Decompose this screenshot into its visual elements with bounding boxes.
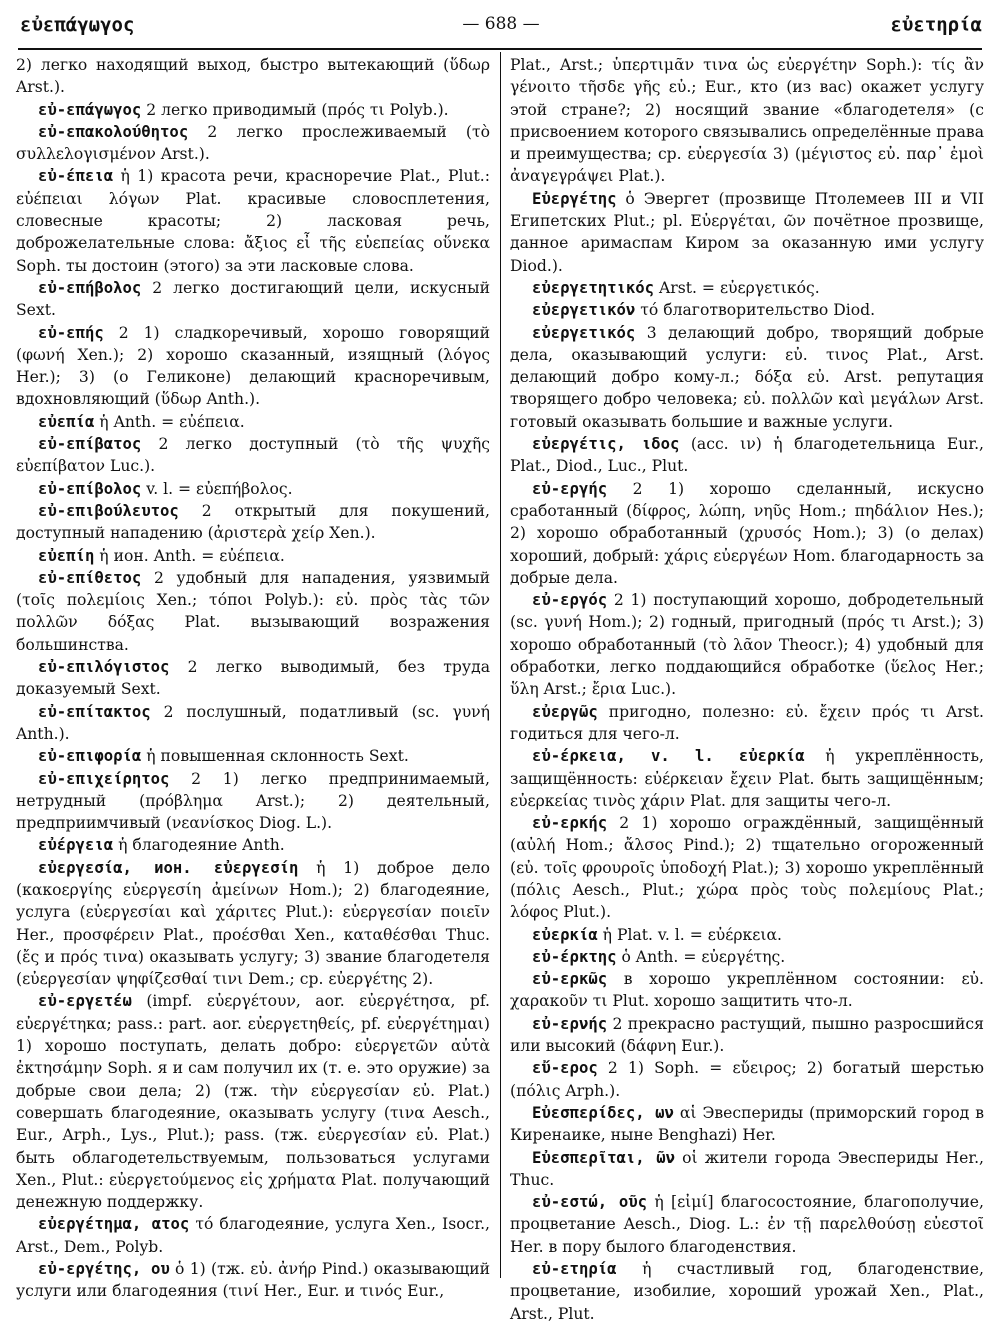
dictionary-entry bbox=[16, 433, 490, 478]
entry-definition: 2 легко приводимый (πρός τι Polyb.). bbox=[141, 100, 449, 119]
entry-definition: 2 легко доступный (τὸ τῆς ψυχῆς εὐεπίβατον Luc.). bbox=[16, 435, 490, 476]
entry-headword: εὐ-ερκῶς bbox=[532, 970, 608, 989]
entry-definition: ἡ 1) красота речи, красноречие Plat., Plut.: εὐέπειαι λόγων Plat. красивые словосплетения, словесные красоты; 2) ласковая речь, доброжелательные слова: ἄξιος εἶ τῆς εὐεπείας οὕνεκα Soph. ты достоин (этого) за эти ласковые слова. bbox=[16, 167, 490, 275]
entry-definition: 2 удобный для нападения, уязвимый (τοῖς πολεμίοις Xen.; τόποι Polyb.): εὐ. πρὸς τὰς τῶν πολλῶν δόξας Plat. вызывающий возражения большинства. bbox=[16, 568, 490, 654]
entry-definition: Plat., Arst.; ὑπερτιμᾶν τινα ὡς εὐεργέτην Soph.): τίς ἂν γένοιτο τῆσδε γῆς εὐ.; Eur., кто (из вас) окажет услугу этой стране?; 2) носящий звание «благодетеля» (с присвоением которого связывались определённые права и преимущества; ср. εὐεργεσία 3) (μέγιστος εὐ. παρ᾽ ἐμοὶ ἀναγεγράψει Plat.). bbox=[510, 56, 984, 186]
entry-headword: εὐ-επίτακτος bbox=[38, 702, 151, 721]
dictionary-entry bbox=[510, 701, 984, 746]
entry-definition: 3 делающий добро, творящий добрые дела, оказывающий услуги: εὐ. τινος Plat., Arst. делающий добро кому-л.; δόξα εὐ. Arst. репутация творящего добро человека; εὐ. πολλῶν καὶ μεγάλων Arst. готовый оказывать большие и важные услуги. bbox=[510, 323, 984, 431]
entry-headword: εὐ-επιβούλευτος bbox=[38, 501, 179, 520]
dictionary-entry bbox=[16, 857, 490, 991]
entry-headword: εὐ-επακολούθητος bbox=[38, 122, 189, 141]
dictionary-entry bbox=[16, 411, 490, 433]
entry-headword: Εὐεργέτης bbox=[532, 189, 617, 208]
entry-headword: εὐέργεια bbox=[38, 836, 114, 855]
entry-definition: ἡ счастливый год, благоденствие, процветание, изобилие, хороший урожай Xen., Plat., Arst., Plut. bbox=[510, 1260, 984, 1323]
dictionary-entry bbox=[510, 299, 984, 321]
entry-headword: εὐ-επιφορία bbox=[38, 747, 142, 766]
entry-definition: 2 легко прослеживаемый (τὸ συλλελογισμένον Arst.). bbox=[16, 122, 490, 164]
dictionary-entry bbox=[16, 478, 490, 500]
entry-definition: ἡ благодеяние Anth. bbox=[113, 836, 285, 855]
page-header bbox=[20, 14, 982, 40]
dictionary-entry bbox=[16, 54, 490, 99]
entry-headword: εὐεργῶς bbox=[532, 702, 598, 721]
entry-headword: εὐ-εργός bbox=[532, 591, 608, 610]
dictionary-entry bbox=[16, 1213, 490, 1258]
entry-headword: εὐεργεσία, ион. εὐεργεσίη bbox=[38, 858, 299, 877]
entry-definition: пригодно, полезно: εὐ. ἔχειν πρός τι Arst. годиться для чего-л. bbox=[510, 702, 984, 743]
dictionary-entry bbox=[510, 589, 984, 700]
entry-definition: 2 открытый для покушений, доступный нападению (ἀριστερὰ χείρ Xen.). bbox=[16, 501, 490, 543]
entry-definition: ἡ Anth. = εὐέπεια. bbox=[94, 412, 245, 431]
entry-headword: εὐ-ερνής bbox=[532, 1014, 608, 1033]
header-left-word: εὐεπάγωγος bbox=[20, 14, 135, 36]
entry-definition: ἡ [εἰμί] благосостояние, благополучие, процветание Aesch., Diog. L.: ἐν τῇ παρελθούσῃ εὐεστοῖ Her. в пору былого благоденствия. bbox=[510, 1193, 984, 1256]
entry-definition: 2 1) поступающий хорошо, добродетельный (sc. γυνή Hom.); 2) годный, пригодный (πρός τι Arst.); 3) хорошо обработанный (τὸ λᾶον Theocr.); 4) удобный для обработки, легко поддающийся обработке (ὕελος Her.; ὕλη Arst.; ἔρια Luc.). bbox=[510, 591, 984, 699]
dictionary-entry bbox=[16, 545, 490, 567]
dictionary-entry bbox=[16, 834, 490, 856]
entry-headword: εὐ-επίβατος bbox=[38, 435, 142, 454]
entry-headword: εὐ-έπεια bbox=[38, 167, 114, 186]
dictionary-entry bbox=[510, 54, 984, 188]
header-right-word: εὐετηρία bbox=[890, 14, 982, 36]
dictionary-entry bbox=[16, 990, 490, 1213]
dictionary-entry bbox=[16, 165, 490, 276]
entry-definition: ἡ 1) доброе дело (κακοεργίης εὐεργεσίη ἀμείνων Hom.); 2) благодеяние, услуга (εὐεργεσίαι καὶ χάριτες Plut.): εὐεργεσίαν ποιεῖν Her., προσφέρειν Plat., προέσθαι Xen., καταθέσθαι Thuc. (ἔς и πρός τινα) оказывать услугу; 3) звание благодетеля (εὐεργεσίαν ψηφίζεσθαί τινι Dem.; ср. εὐεργέτης 2). bbox=[16, 858, 490, 989]
header-rule bbox=[18, 48, 982, 50]
entry-definition: 2 1) сладкоречивый, хорошо говорящий (φωνή Xen.); 2) хорошо сказанный, изящный (λόγος Her.); 3) (о Геликоне) делающий красноречивым, вдохновляющий (ὕδωρ Anth.). bbox=[16, 323, 490, 409]
column-divider bbox=[500, 52, 501, 1278]
entry-definition: v. l. = εὐεπήβολος. bbox=[141, 479, 293, 498]
entry-headword: εὐ-έρκεια, v. l. εὐερκία bbox=[532, 747, 805, 766]
dictionary-entry bbox=[16, 121, 490, 166]
dictionary-entry bbox=[510, 478, 984, 589]
entry-definition: Arst. = εὐεργετικός. bbox=[654, 278, 820, 297]
entry-headword: Εὐεσπερίδες, ων bbox=[532, 1103, 674, 1122]
dictionary-entry bbox=[510, 1102, 984, 1147]
dictionary-entry bbox=[510, 968, 984, 1013]
entry-definition: ἡ Plat. v. l. = εὐέρκεια. bbox=[597, 925, 782, 944]
entry-definition: 2 1) легко предпринимаемый, нетрудный (πρόβλημα Arst.); 2) деятельный, предприимчивый (νεανίσκος Diog. L.). bbox=[16, 769, 490, 833]
dictionary-entry bbox=[510, 1057, 984, 1102]
entry-definition: 2 легко выводимый, без труда доказуемый Sext. bbox=[16, 658, 490, 699]
entry-headword: εὐ-επάγωγος bbox=[38, 100, 142, 119]
dictionary-entry bbox=[510, 1147, 984, 1192]
entry-headword: εὐ-επιλόγιστος bbox=[38, 658, 170, 677]
entry-headword: Εὐεσπερῖται, ῶν bbox=[532, 1148, 675, 1167]
entry-headword: εὐεργέτημα, ατος bbox=[38, 1215, 190, 1234]
entry-headword: εὐεργετητικός bbox=[532, 278, 655, 297]
dictionary-entry bbox=[16, 701, 490, 746]
dictionary-entry bbox=[510, 924, 984, 946]
entry-headword: εὐ-εστώ, οῦς bbox=[532, 1193, 648, 1212]
entry-headword: εὐ-επήβολος bbox=[38, 278, 142, 297]
entry-definition: 2 1) хорошо ограждённый, защищённый (αὐλή Hom.; ἄλσος Pind.); 2) тщательно огороженный (εὐ. τοῖς φρουροῖς ὑποδοχή Plat.); 3) хорошо укреплённый (πόλις Aesch., Plut.; χώρα πρὸς τοὺς πολεμίους Plat.; λόφος Plut.). bbox=[510, 814, 984, 922]
dictionary-entry bbox=[510, 1013, 984, 1058]
dictionary-entry bbox=[510, 946, 984, 968]
page-number: — 688 — bbox=[462, 14, 540, 34]
entry-definition: 2 легко достигающий цели, искусный Sext. bbox=[16, 278, 490, 320]
dictionary-entry bbox=[16, 1258, 490, 1303]
entry-definition: ἡ повышенная склонность Sext. bbox=[141, 747, 409, 766]
entry-definition: 2) легко находящий выход, быстро вытекающий (ὕδωρ Arst.). bbox=[16, 56, 490, 97]
left-column bbox=[16, 54, 490, 1303]
entry-definition: ὁ 1) (тж. εὐ. ἀνήρ Pind.) оказывающий услуги или благодеяния (τινί Her., Eur. и τινός Eur., bbox=[16, 1260, 491, 1301]
entry-headword: εὐ-ερκής bbox=[532, 814, 608, 833]
entry-definition: ἡ укреплённость, защищённость: εὐέρκειαν ἔχειν Plat. быть защищённым; εὐερκείας τινὸς χάριν Plat. для защиты чего-л. bbox=[510, 747, 984, 810]
entry-definition: ὁ Эвергет (прозвище Птолемеев III и VII Египетских Plut.; pl. Εὐεργέται, ῶν почётное прозвище, данное аримаспам Киром за оказанную ими услугу Diod.). bbox=[510, 189, 984, 275]
entry-headword: εὐ-εργής bbox=[532, 479, 608, 498]
entry-definition: 2 прекрасно растущий, пышно разросшийся или высокий (δάφνη Eur.). bbox=[510, 1014, 984, 1056]
entry-definition: τό благотворительство Diod. bbox=[635, 301, 876, 320]
dictionary-entry bbox=[16, 745, 490, 767]
dictionary-entry bbox=[16, 768, 490, 835]
entry-headword: εὐεπίη bbox=[38, 546, 95, 565]
entry-headword: εὐ-επίθετος bbox=[38, 568, 142, 587]
entry-headword: εὐεργετικόν bbox=[532, 301, 636, 320]
dictionary-entry bbox=[510, 277, 984, 299]
entry-headword: εὐ-εργετέω bbox=[38, 992, 132, 1011]
entry-headword: εὐερκία bbox=[532, 925, 598, 944]
entry-definition: ἡ ион. Anth. = εὐέπεια. bbox=[94, 546, 285, 565]
entry-definition: αἱ Эвеспериды (приморский город в Киренаике, ныне Benghazi) Her. bbox=[510, 1103, 985, 1145]
entry-headword: εὐ-επίβολος bbox=[38, 479, 142, 498]
dictionary-entry bbox=[510, 745, 984, 812]
right-column bbox=[510, 54, 984, 1325]
dictionary-entry bbox=[510, 812, 984, 923]
entry-headword: εὐ-επής bbox=[38, 323, 104, 342]
entry-headword: εὐ-ετηρία bbox=[532, 1260, 617, 1279]
entry-definition: 2 1) хорошо сделанный, искусно сработанный (δίφρος, λώπη, νηῦς Hom.; πηδάλιον Hes.); 2) хорошо обработанный (χρυσός Hom.); 3) (о делах) хороший, добрый: χάρις εὐεργέων Hom. благодарность за добрые дела. bbox=[510, 479, 984, 587]
dictionary-entry bbox=[510, 188, 984, 277]
entry-headword: εὐ-επιχείρητος bbox=[38, 769, 170, 788]
entry-headword: εὐεργέτις, ιδος bbox=[532, 435, 680, 454]
dictionary-entry bbox=[510, 322, 984, 433]
dictionary-entry bbox=[510, 433, 984, 478]
entry-definition: (impf. εὐεργέτουν, aor. εὐεργέτησα, pf. εὐεργέτηκα; pass.: part. aor. εὐεργετηθείς, pf. εὐεργέτημαι) 1) хорошо поступать, делать добро: εὐεργετῶν αὐτὰ ἐκτησάμην Soph. я и сам получил их (т. е. это оружие) за добрые свои дела; 2) (тж. τὴν εὐεργεσίαν εὐ. Plat.) совершать благодеяние, оказывать услугу (τινα Aesch., Eur., Arph., Lys., Plut.); pass. (тж. εὐεργεσίαν εὐ. Plat.) быть облагодетельствуемым, пользоваться услугами Xen., Plut.: εὐεργετούμενος εἰς χρήματα Plat. получающий денежную поддержку. bbox=[16, 992, 490, 1212]
dictionary-entry bbox=[510, 1191, 984, 1258]
entry-definition: 2 послушный, податливый (sc. γυνή Anth.). bbox=[16, 702, 490, 743]
entry-headword: εὐεργετικός bbox=[532, 323, 636, 342]
dictionary-entry bbox=[16, 567, 490, 656]
entry-headword: εὐεπία bbox=[38, 412, 95, 431]
page-number-wrap bbox=[20, 14, 982, 34]
dictionary-entry bbox=[16, 500, 490, 545]
entry-definition: τό благодеяние, услуга Xen., Isocr., Arst., Dem., Polyb. bbox=[16, 1215, 490, 1256]
entry-definition: в хорошо укреплённом состоянии: εὐ. χαρακοῦν τι Plut. хорошо защитить что-л. bbox=[510, 970, 984, 1011]
dictionary-entry bbox=[16, 322, 490, 411]
dictionary-entry bbox=[16, 656, 490, 701]
entry-definition: οἱ жители города Эвеспериды Her., Thuc. bbox=[510, 1148, 985, 1189]
dictionary-entry bbox=[16, 99, 490, 121]
entry-headword: εὐ-έρκτης bbox=[532, 947, 617, 966]
entry-headword: εὐ-εργέτης, ου bbox=[38, 1260, 170, 1279]
entry-headword: εὔ-ερος bbox=[532, 1059, 598, 1078]
entry-definition: (acc. ιν) ἡ благодетельница Eur., Plat., Diod., Luc., Plut. bbox=[510, 435, 985, 476]
dictionary-entry bbox=[16, 277, 490, 322]
dictionary-entry bbox=[510, 1258, 984, 1325]
entry-definition: 2 1) Soph. = εὔειρος; 2) богатый шерстью (πόλις Arph.). bbox=[510, 1059, 984, 1100]
entry-definition: ὁ Anth. = εὐεργέτης. bbox=[616, 947, 786, 966]
